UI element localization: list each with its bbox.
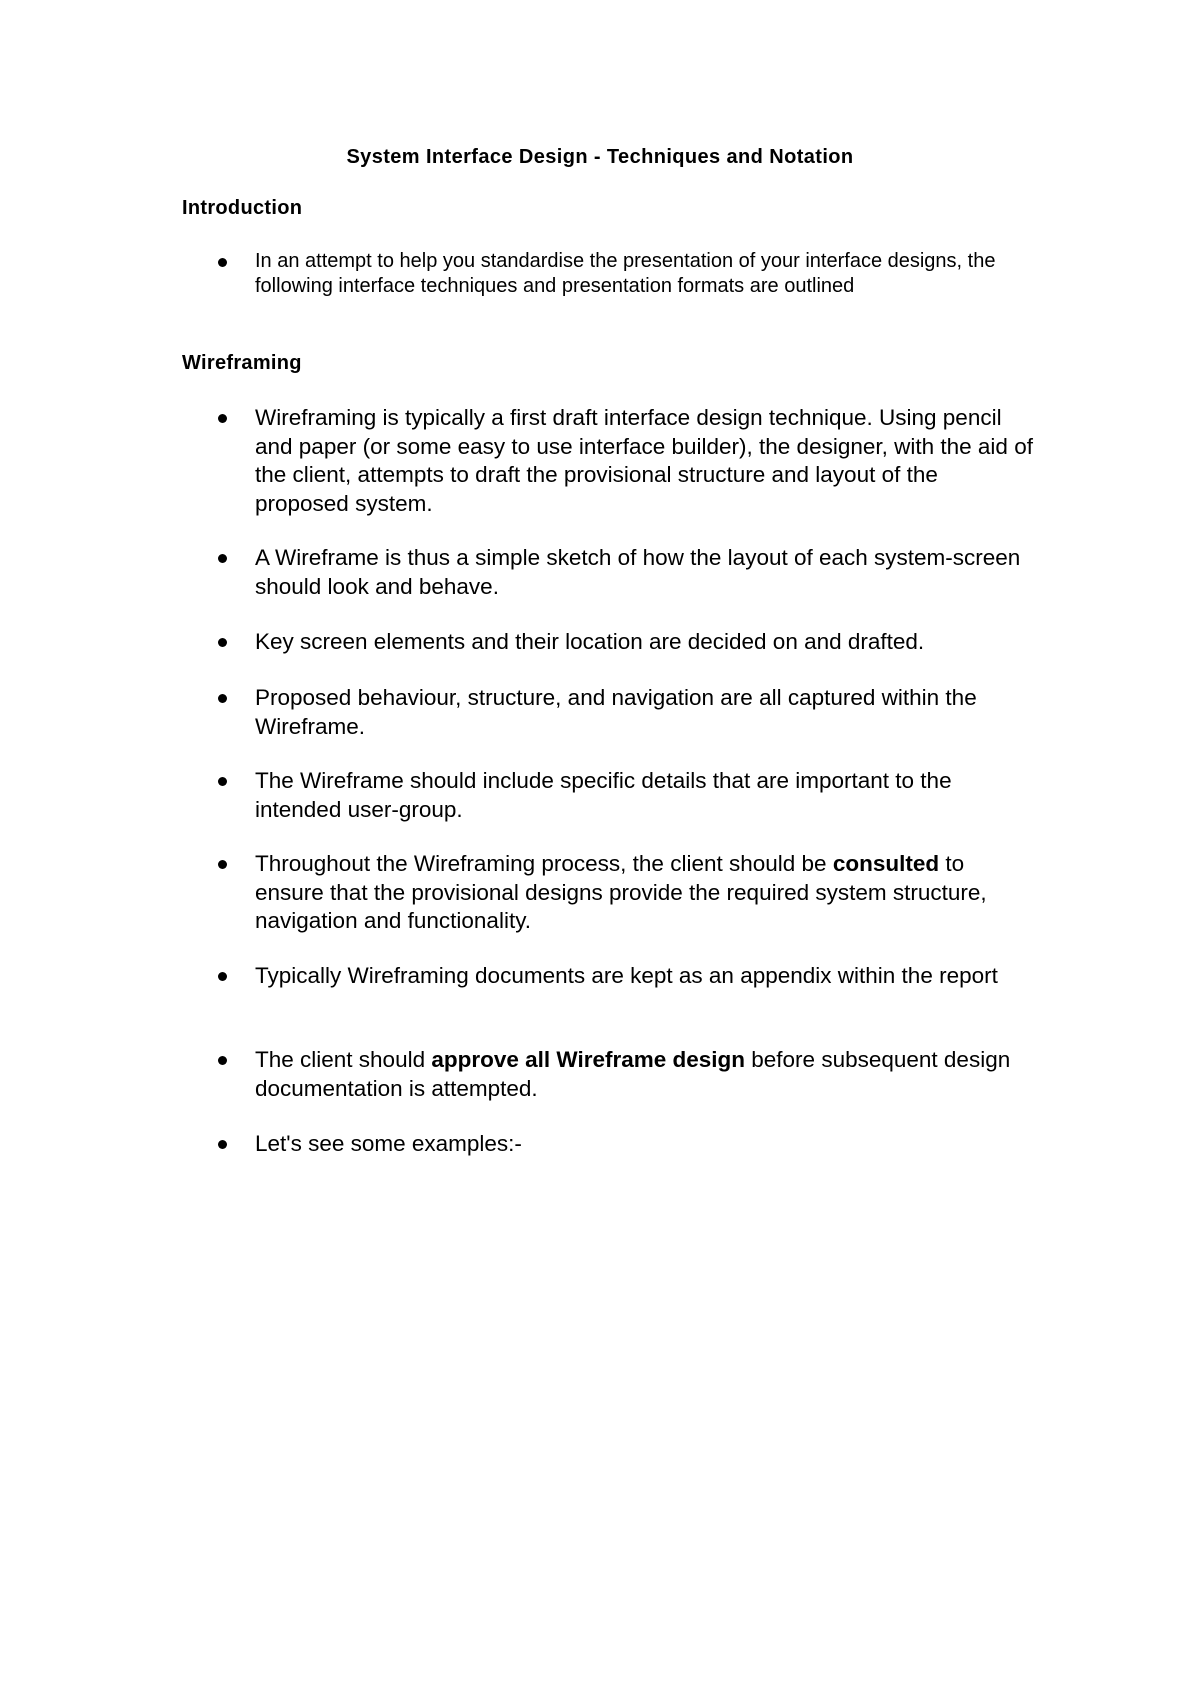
- bullet-icon: [218, 638, 227, 647]
- bullet-icon: [218, 554, 227, 563]
- bullet-text-run: before subsequent design documentation is attempted.: [255, 1047, 1011, 1101]
- bullet-text: [255, 1046, 1035, 1103]
- bullet-icon: [218, 972, 227, 981]
- bullet-text: Let's see some examples:-: [255, 1131, 522, 1156]
- bullet-icon: [218, 414, 227, 423]
- bullet-bold-run: approve all Wireframe design: [431, 1047, 746, 1072]
- section-heading-introduction: Introduction: [182, 197, 303, 219]
- document-title: System Interface Design - Techniques and Notation: [346, 146, 854, 168]
- bullet-icon: [218, 258, 227, 267]
- bullet-text: Key screen elements and their location are decided on and drafted.: [255, 629, 925, 654]
- bullet-text: The Wireframe should include specific details that are important to the intended user-group.: [255, 768, 952, 822]
- bullet-icon: [218, 777, 227, 786]
- bullet-text: In an attempt to help you standardise the presentation of your interface designs, the following interface techniques and presentation formats are outlined: [255, 250, 996, 297]
- bullet-bold-run: consulted: [832, 851, 940, 876]
- bullet-text: Proposed behaviour, structure, and navigation are all captured within the Wireframe.: [255, 685, 977, 739]
- bullet-text: Typically Wireframing documents are kept as an appendix within the report: [255, 963, 998, 988]
- bullet-text: [255, 850, 1035, 936]
- bullet-icon: [218, 1140, 227, 1149]
- bullet-text: A Wireframe is thus a simple sketch of how the layout of each system-screen should look and behave.: [255, 545, 1021, 599]
- bullet-icon: [218, 1056, 227, 1065]
- bullet-text: Wireframing is typically a first draft interface design technique. Using pencil and paper (or some easy to use interface builder), the designer, with the aid of the client, attempts to draft the provisional structure and layout of the proposed system.: [255, 405, 1033, 516]
- bullet-text-run: The client should: [255, 1047, 432, 1072]
- section-heading-wireframing: Wireframing: [182, 352, 302, 374]
- bullet-text-run: Throughout the Wireframing process, the client should be: [255, 851, 833, 876]
- bullet-text-run: to ensure that the provisional designs provide the required system structure, navigation and functionality.: [255, 851, 987, 933]
- bullet-icon: [218, 860, 227, 869]
- bullet-icon: [218, 694, 227, 703]
